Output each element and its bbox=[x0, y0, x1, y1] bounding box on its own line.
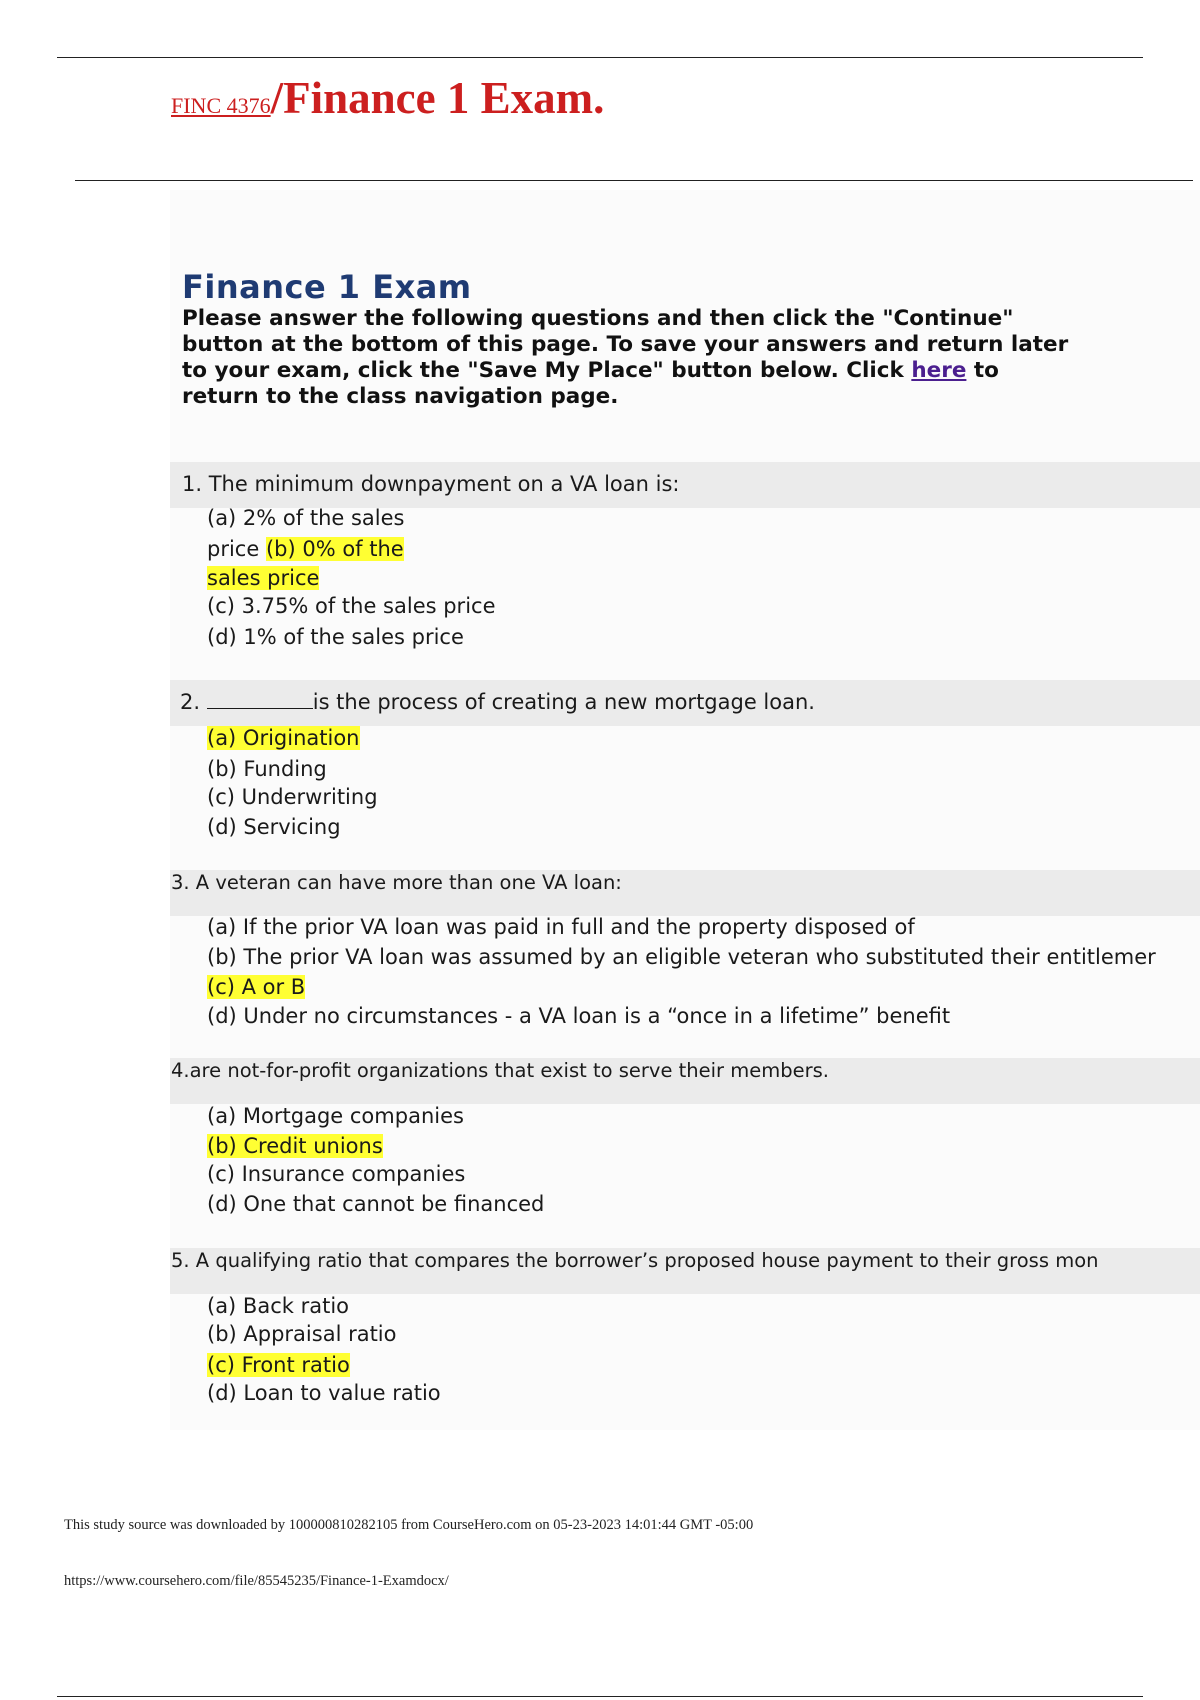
question-2-option-a-text: (a) Origination bbox=[207, 726, 360, 750]
question-3-option-b[interactable]: (b) The prior VA loan was assumed by an eligible veteran who substituted their entitlemer bbox=[207, 945, 1156, 969]
question-1-option-b-cont-text: sales price bbox=[207, 566, 320, 590]
question-5-option-a[interactable]: (a) Back ratio bbox=[207, 1294, 350, 1318]
question-4-option-a[interactable]: (a) Mortgage companies bbox=[207, 1104, 464, 1128]
question-3-option-a[interactable]: (a) If the prior VA loan was paid in full and the property disposed of bbox=[207, 915, 915, 939]
question-2-option-d[interactable]: (d) Servicing bbox=[207, 815, 341, 839]
question-3-option-d[interactable]: (d) Under no circumstances - a VA loan is a “once in a lifetime” benefit bbox=[207, 1004, 951, 1028]
question-3-option-c-text: (c) A or B bbox=[207, 975, 306, 999]
top-divider bbox=[57, 57, 1143, 58]
source-url[interactable]: https://www.coursehero.com/file/85545235/Finance-1-Examdocx/ bbox=[64, 1573, 449, 1589]
question-5-option-c-answer[interactable] bbox=[207, 1353, 350, 1377]
title-separator: / bbox=[270, 73, 284, 123]
question-4-option-b-text: (b) Credit unions bbox=[207, 1134, 383, 1158]
question-5-text: 5. A qualifying ratio that compares the borrower’s proposed house payment to their gross mon bbox=[171, 1249, 1099, 1272]
question-1-option-a[interactable]: (a) 2% of the sales bbox=[207, 506, 405, 530]
download-notice: This study source was downloaded by 100000810282105 from CourseHero.com on 05-23-2023 14:01:44 GMT -05:00 bbox=[64, 1517, 754, 1533]
question-5-option-c-text: (c) Front ratio bbox=[207, 1353, 350, 1377]
course-code: FINC 4376 bbox=[171, 93, 271, 118]
question-1-option-a-cont[interactable] bbox=[207, 537, 404, 561]
title-divider bbox=[75, 180, 1193, 181]
exam-instructions bbox=[182, 306, 1082, 410]
question-4-text: 4.are not-for-profit organizations that exist to serve their members. bbox=[171, 1059, 830, 1082]
question-4-option-d[interactable]: (d) One that cannot be financed bbox=[207, 1192, 545, 1216]
question-3-option-c-answer[interactable] bbox=[207, 975, 305, 999]
instructions-text: Please answer the following questions and then click the "Continue" button at the bottom of this page. To save your answers and return later to your exam, click the "Save My Place" button below. Click bbox=[182, 306, 1069, 383]
question-1-option-c[interactable]: (c) 3.75% of the sales price bbox=[207, 594, 496, 618]
question-2-body: is the process of creating a new mortgage loan. bbox=[312, 690, 815, 714]
instructions-text-end: to return to the class navigation page. bbox=[182, 358, 999, 409]
question-1-option-d[interactable]: (d) 1% of the sales price bbox=[207, 625, 464, 649]
question-1-option-a-cont-text: price bbox=[207, 537, 260, 561]
question-3-text: 3. A veteran can have more than one VA loan: bbox=[171, 871, 622, 894]
question-2-text bbox=[180, 690, 815, 714]
bottom-divider bbox=[57, 1696, 1143, 1697]
question-2-blank bbox=[207, 692, 313, 709]
question-1-option-b-cont[interactable] bbox=[207, 566, 319, 590]
question-1-text: 1. The minimum downpayment on a VA loan is: bbox=[182, 472, 680, 496]
class-navigation-link[interactable]: here bbox=[911, 358, 967, 383]
question-4-option-b-answer[interactable] bbox=[207, 1134, 383, 1158]
question-2-option-b[interactable]: (b) Funding bbox=[207, 757, 327, 781]
question-2-option-c[interactable]: (c) Underwriting bbox=[207, 785, 378, 809]
question-5-option-b[interactable]: (b) Appraisal ratio bbox=[207, 1322, 397, 1346]
exam-heading: Finance 1 Exam bbox=[182, 268, 472, 306]
exam-name: Finance 1 Exam. bbox=[283, 73, 605, 123]
question-2-option-a-answer[interactable] bbox=[207, 726, 360, 750]
question-4-option-c[interactable]: (c) Insurance companies bbox=[207, 1162, 466, 1186]
question-2-number: 2. bbox=[180, 690, 201, 714]
question-1-option-b-answer[interactable]: (b) 0% of the bbox=[265, 537, 404, 561]
question-5-option-d[interactable]: (d) Loan to value ratio bbox=[207, 1381, 441, 1405]
document-title bbox=[171, 72, 604, 124]
